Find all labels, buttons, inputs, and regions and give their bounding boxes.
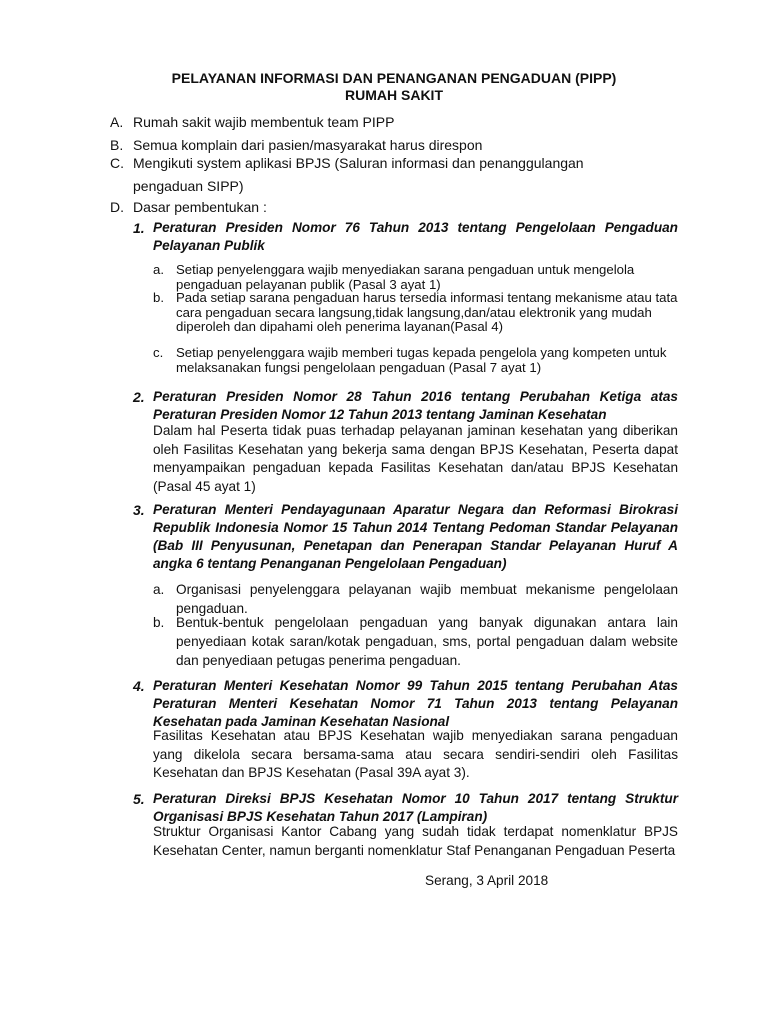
item-b-text: Semua komplain dari pasien/masyarakat harus direspon [133,137,483,153]
regulation-3-number: 3. [133,502,145,518]
regulation-1-sub-b-text: Pada setiap sarana pengaduan harus tersedia informasi tentang mekanisme atau tata cara pengaduan secara langsung,tidak langsung,dan/atau elektronik yang mudah diperoleh dan dipahami oleh penerima layanan(Pasal 4) [176,290,678,334]
regulation-1-title: Peraturan Presiden Nomor 76 Tahun 2013 tentang Pengelolaan Pengaduan Pelayanan Publik [153,220,678,253]
item-c-text-continued: pengaduan SIPP) [133,178,244,194]
regulation-3-sub-a-label: a. [153,582,165,597]
document-title [110,70,678,104]
regulation-5-number: 5. [133,791,145,807]
regulation-3-sub-a-text: Organisasi penyelenggara pelayanan wajib membuat mekanisme pengelolaan pengaduan. [176,582,678,616]
regulation-4-number: 4. [133,678,145,694]
regulation-3-sub-b-text: Bentuk-bentuk pengelolaan pengaduan yang banyak digunakan antara lain penyediaan kotak saran/kotak pengaduan, sms, portal pengaduan dalam website dan penyediaan petugas penerima pengaduan. [176,615,678,668]
regulation-3-sub-b-label: b. [153,615,165,630]
item-c-text: Mengikuti system aplikasi BPJS (Saluran informasi dan penanggulangan [133,155,584,171]
regulation-1-sub-c-text: Setiap penyelenggara wajib memberi tugas kepada pengelola yang kompeten untuk melaksanakan fungsi pengelolaan pengaduan (Pasal 7 ayat 1) [176,345,667,375]
regulation-1-sub-c-label: c. [153,345,164,360]
item-d-text: Dasar pembentukan : [133,199,267,215]
regulation-1-sub-a-text: Setiap penyelenggara wajib menyediakan sarana pengaduan untuk mengelola pengaduan pelayanan publik (Pasal 3 ayat 1) [176,262,635,292]
item-a-label: A. [110,114,124,130]
item-a-text: Rumah sakit wajib membentuk team PIPP [133,114,395,130]
item-d-label: D. [110,199,124,215]
title-line-2: RUMAH SAKIT [345,87,443,103]
regulation-1-number: 1. [133,220,145,236]
item-b-label: B. [110,137,124,153]
place-and-date: Serang, 3 April 2018 [425,873,549,888]
regulation-4-body: Fasilitas Kesehatan atau BPJS Kesehatan wajib menyediakan sarana pengaduan yang dikelola secara bersama-sama atau secara sendiri-sendiri oleh Fasilitas Kesehatan dan BPJS Kesehatan (Pasal 39A ayat 3). [153,728,678,780]
regulation-1-sub-a-label: a. [153,262,164,277]
regulation-5-body: Struktur Organisasi Kantor Cabang yang sudah tidak terdapat nomenklatur BPJS Kesehatan Center, namun berganti nomenklatur Staf Penanganan Pengaduan Peserta [153,824,678,858]
regulation-1-sub-b-label: b. [153,290,164,305]
regulation-3-title: Peraturan Menteri Pendayagunaan Aparatur Negara dan Reformasi Birokrasi Republik Indonesia Nomor 15 Tahun 2014 Tentang Pedoman Standar Pelayanan (Bab III Penyusunan, Penetapan dan Penerapan Standar Pelayanan Huruf A angka 6 tentang Penanganan Pengelolaan Pengaduan) [153,502,678,571]
title-line-1: PELAYANAN INFORMASI DAN PENANGANAN PENGADUAN (PIPP) [171,70,617,86]
regulation-2-body: Dalam hal Peserta tidak puas terhadap pelayanan jaminan kesehatan yang diberikan oleh Fasilitas Kesehatan yang bekerja sama dengan BPJS Kesehatan, Peserta dapat menyampaikan pengaduan kepada Fasilitas Kesehatan dan/atau BPJS Kesehatan (Pasal 45 ayat 1) [153,423,678,494]
regulation-2-title: Peraturan Presiden Nomor 28 Tahun 2016 tentang Perubahan Ketiga atas Peraturan Presiden Nomor 12 Tahun 2013 tentang Jaminan Kesehatan [153,389,678,422]
regulation-5-title: Peraturan Direksi BPJS Kesehatan Nomor 10 Tahun 2017 tentang Struktur Organisasi BPJS Kesehatan Tahun 2017 (Lampiran) [153,791,678,824]
regulation-4-title: Peraturan Menteri Kesehatan Nomor 99 Tahun 2015 tentang Perubahan Atas Peraturan Menteri Kesehatan Nomor 71 Tahun 2013 tentang Pelayanan Kesehatan pada Jaminan Kesehatan Nasional [153,678,678,729]
regulation-2-number: 2. [133,389,145,405]
item-c-label: C. [110,155,124,171]
